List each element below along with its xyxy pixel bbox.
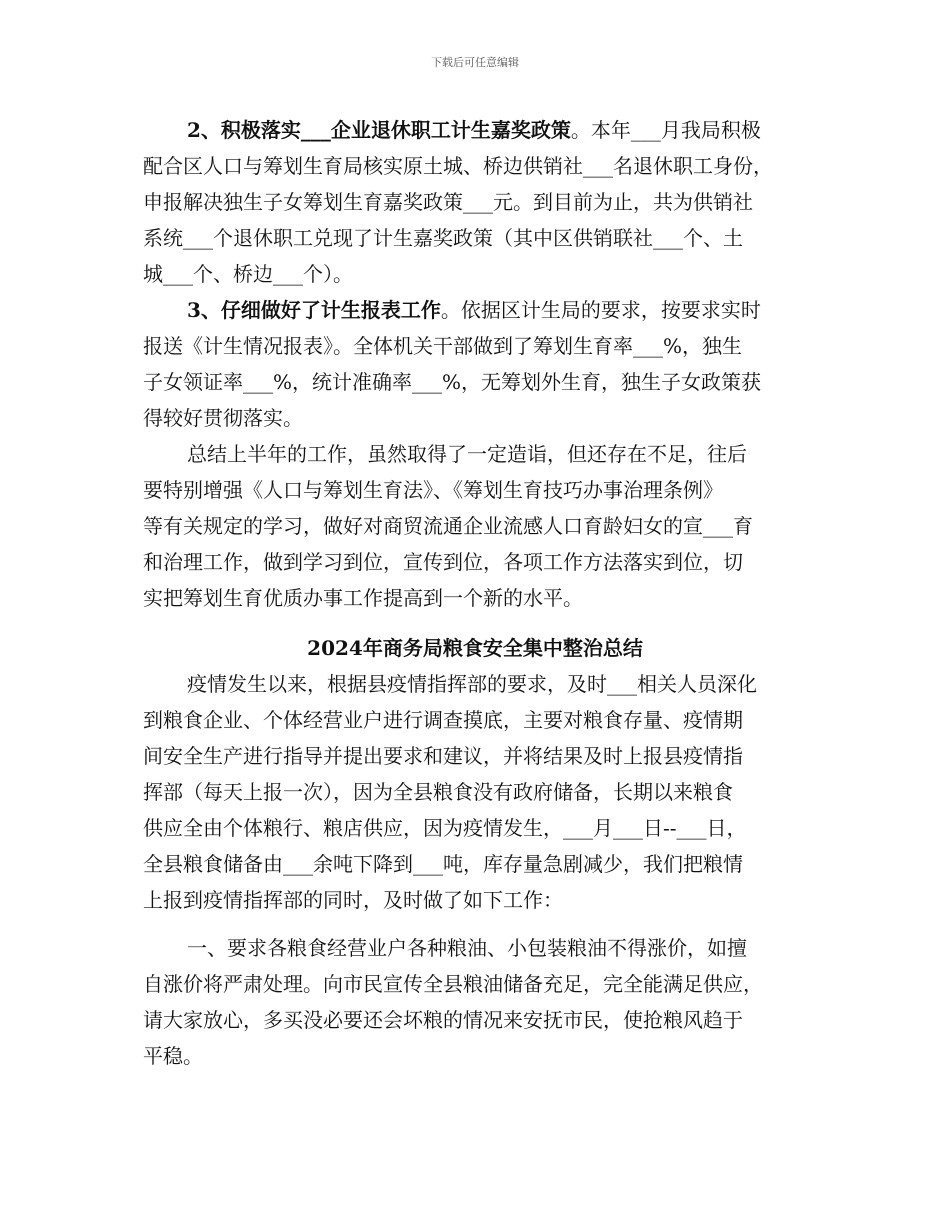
- intro-line-5: 供应全由个体粮行、粮店供应，因为疫情发生，___月___日--___日，: [143, 816, 747, 840]
- intro-line-1: 疫情发生以来，根据县疫情指挥部的要求，及时___相关人员深化: [187, 672, 757, 696]
- summary-line-3: 等有关规定的学习，做好对商贸流通企业流感人口育龄妇女的宣___育: [143, 514, 753, 538]
- intro-line-2: 到粮食企业、个体经营业户进行调查摸底，主要对粮食存量、疫情期: [143, 708, 743, 732]
- paragraph-2-line-1-text: 。本年___月我局积极: [570, 118, 761, 142]
- paragraph-2-line-3: 申报解决独生子女筹划生育嘉奖政策___元。到目前为止，共为供销社: [143, 190, 753, 214]
- item-1-line-3: 请大家放心，多买没必要还会坏粮的情况来安抚市民，使抢粮风趋于: [143, 1008, 743, 1032]
- paragraph-2-heading: 2、积极落实___企业退休职工计生嘉奖政策: [187, 118, 571, 142]
- section-title: 2024年商务局粮食安全集中整治总结: [307, 636, 643, 660]
- intro-line-6: 全县粮食储备由___余吨下降到___吨，库存量急剧减少，我们把粮情: [143, 852, 743, 876]
- summary-line-1: 总结上半年的工作，虽然取得了一定造诣，但还存在不足，往后: [187, 442, 747, 466]
- paragraph-3-line-4: 得较好贯彻落实。: [143, 406, 303, 430]
- item-1-line-4: 平稳。: [143, 1044, 203, 1068]
- paragraph-3-line-1-text: 。依据区计生局的要求，按要求实时: [440, 298, 761, 322]
- item-1-line-2: 自涨价将严肃处理。向市民宣传全县粮油储备充足，完全能满足供应，: [143, 972, 763, 996]
- paragraph-3-line-3: 子女领证率___%，统计准确率___%，无筹划外生育，独生子女政策获: [143, 370, 762, 394]
- paragraph-2-line-5: 城___个、桥边___个）。: [143, 262, 353, 286]
- intro-line-3: 间安全生产进行指导并提出要求和建议，并将结果及时上报县疫情指: [143, 744, 743, 768]
- intro-line-4: 挥部（每天上报一次），因为全县粮食没有政府储备，长期以来粮食: [143, 780, 733, 804]
- paragraph-2-line-4: 系统___个退休职工兑现了计生嘉奖政策（其中区供销联社___个、土: [143, 226, 743, 250]
- summary-line-5: 实把筹划生育优质办事工作提高到一个新的水平。: [143, 586, 583, 610]
- paragraph-3-line-1: [187, 292, 950, 328]
- summary-line-2: 要特别增强《人口与筹划生育法》、《筹划生育技巧办事治理条例》: [143, 478, 723, 502]
- paragraph-3-line-2: 报送《计生情况报表》。全体机关干部做到了筹划生育率___%，独生: [143, 334, 743, 358]
- summary-line-4: 和治理工作，做到学习到位，宣传到位，各项工作方法落实到位，切: [143, 550, 743, 574]
- item-1-line-1: 一、要求各粮食经营业户各种粮油、小包装粮油不得涨价，如擅: [187, 936, 747, 960]
- page-header-note: 下载后可任意编辑: [431, 56, 519, 69]
- paragraph-2-line-2: 配合区人口与筹划生育局核实原土城、桥边供销社___名退休职工身份，: [143, 154, 773, 178]
- paragraph-3-heading: 3、仔细做好了计生报表工作: [187, 298, 441, 322]
- paragraph-2-line-1: [187, 112, 950, 148]
- intro-line-7: 上报到疫情指挥部的同时，及时做了如下工作：: [143, 888, 563, 912]
